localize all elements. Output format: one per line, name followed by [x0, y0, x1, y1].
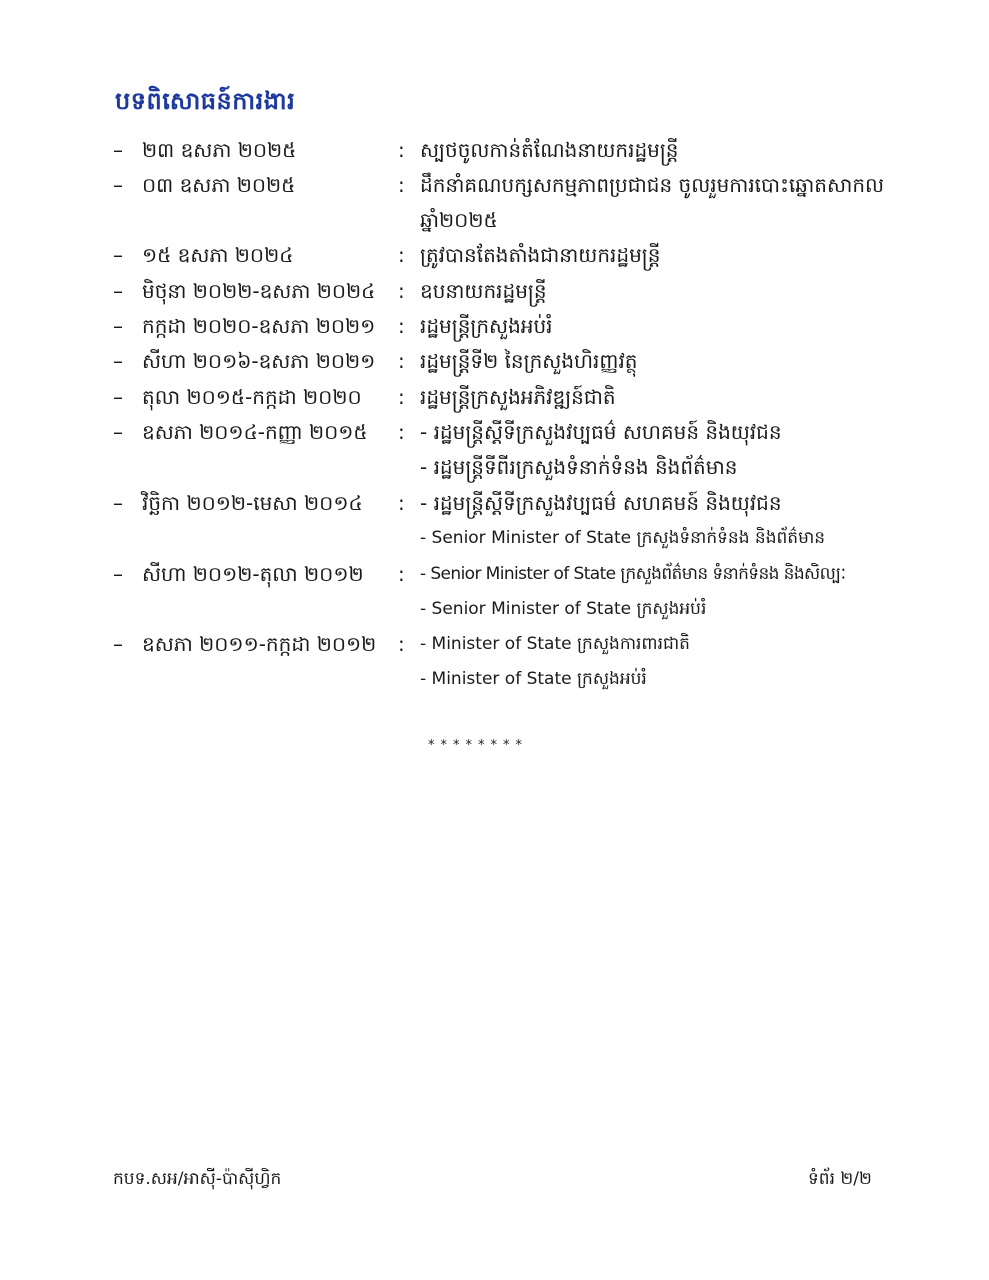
- entry-description: - Minister of State ក្រសួងអប់រំ: [420, 669, 647, 689]
- entry-colon: :: [398, 385, 405, 409]
- entry-colon: :: [398, 420, 405, 444]
- entry-colon: :: [398, 632, 405, 656]
- entry-date: កក្កដា ២០២០-ឧសភា ២០២១: [142, 314, 376, 338]
- entry-colon: :: [398, 243, 405, 267]
- entry-colon: :: [398, 349, 405, 373]
- entry-dash: –: [113, 138, 123, 162]
- entry-colon: :: [398, 173, 405, 197]
- entry-date: វិច្ឆិកា ២០១២-មេសា ២០១៤: [142, 491, 363, 515]
- entry-description: ឧបនាយករដ្ឋមន្ត្រី: [420, 279, 547, 303]
- entry-colon: :: [398, 279, 405, 303]
- entry-description: ស្បថចូលកាន់តំណែងនាយករដ្ឋមន្ត្រី: [420, 138, 679, 162]
- entry-dash: –: [113, 243, 123, 267]
- entry-date: ២៣ ឧសភា ២០២៥: [142, 138, 297, 162]
- entry-date: សីហា ២០១៦-ឧសភា ២០២១: [142, 349, 376, 373]
- entry-date: មិថុនា ២០២២-ឧសភា ២០២៤: [142, 279, 376, 303]
- entry-description: ត្រូវបានតែងតាំងជានាយករដ្ឋមន្ត្រី: [420, 243, 661, 267]
- entry-colon: :: [398, 138, 405, 162]
- entry-dash: –: [113, 279, 123, 303]
- entry-description: - Senior Minister of State ក្រសួងអប់រំ: [420, 599, 707, 619]
- entry-description: រដ្ឋមន្ត្រីទី២ នៃក្រសួងហិរញ្ញវត្ថុ: [420, 349, 638, 373]
- entry-description: ដឹកនាំគណបក្សសកម្មភាពប្រជាជន ចូលរួមការបោះឆ្នោតសាកល ឆ្នាំ២០២៥: [420, 173, 885, 232]
- entry-description: - រដ្ឋមន្ត្រីស្តីទីក្រសួងវប្បធម៌ សហគមន៍ និងយុវជន: [420, 491, 782, 515]
- entry-colon: :: [398, 491, 405, 515]
- entry-description: - រដ្ឋមន្ត្រីស្តីទីក្រសួងវប្បធម៌ សហគមន៍ និងយុវជន: [420, 420, 782, 444]
- entry-dash: –: [113, 173, 123, 197]
- entry-date: ឧសភា ២០១១-កក្កដា ២០១២: [142, 632, 377, 656]
- entry-description: រដ្ឋមន្ត្រីក្រសួងអភិវឌ្ឍន៍ជាតិ: [420, 385, 616, 409]
- footer-reference: កបទ.សអ/អាស៊ី-ប៉ាស៊ីហ្វិក: [113, 1169, 282, 1189]
- entry-date: ០៣ ឧសភា ២០២៥: [142, 173, 296, 197]
- entry-date: ឧសភា ២០១៤-កញ្ញា ២០១៥: [142, 420, 368, 444]
- entry-dash: –: [113, 314, 123, 338]
- entry-colon: :: [398, 562, 405, 586]
- entry-dash: –: [113, 632, 123, 656]
- entry-dash: –: [113, 349, 123, 373]
- page-number: ទំព័រ ២/២: [808, 1169, 872, 1189]
- section-heading: បទពិសោធន៍ការងារ: [115, 87, 296, 115]
- entry-description: - Minister of State ក្រសួងការពារជាតិ: [420, 634, 690, 654]
- entry-dash: –: [113, 420, 123, 444]
- entry-colon: :: [398, 314, 405, 338]
- entry-description: - រដ្ឋមន្ត្រីទីពីរក្រសួងទំនាក់ទំនង និងព័ត៌មាន: [420, 455, 738, 479]
- entry-date: តុលា ២០១៥-កក្កដា ២០២០: [142, 385, 362, 409]
- end-separator: ********: [428, 738, 528, 753]
- entry-description: - Senior Minister of State ក្រសួងព័ត៌មាន ទំនាក់ទំនង និងសិល្បៈ: [420, 564, 846, 584]
- entry-description: រដ្ឋមន្ត្រីក្រសួងអប់រំ: [420, 314, 553, 338]
- entry-date: សីហា ២០១២-តុលា ២០១២: [142, 562, 364, 586]
- entry-dash: –: [113, 491, 123, 515]
- entry-description: - Senior Minister of State ក្រសួងទំនាក់ទំនង និងព័ត៌មាន: [420, 528, 826, 548]
- entry-dash: –: [113, 562, 123, 586]
- entry-date: ១៥ ឧសភា ២០២៤: [142, 243, 294, 267]
- entry-dash: –: [113, 385, 123, 409]
